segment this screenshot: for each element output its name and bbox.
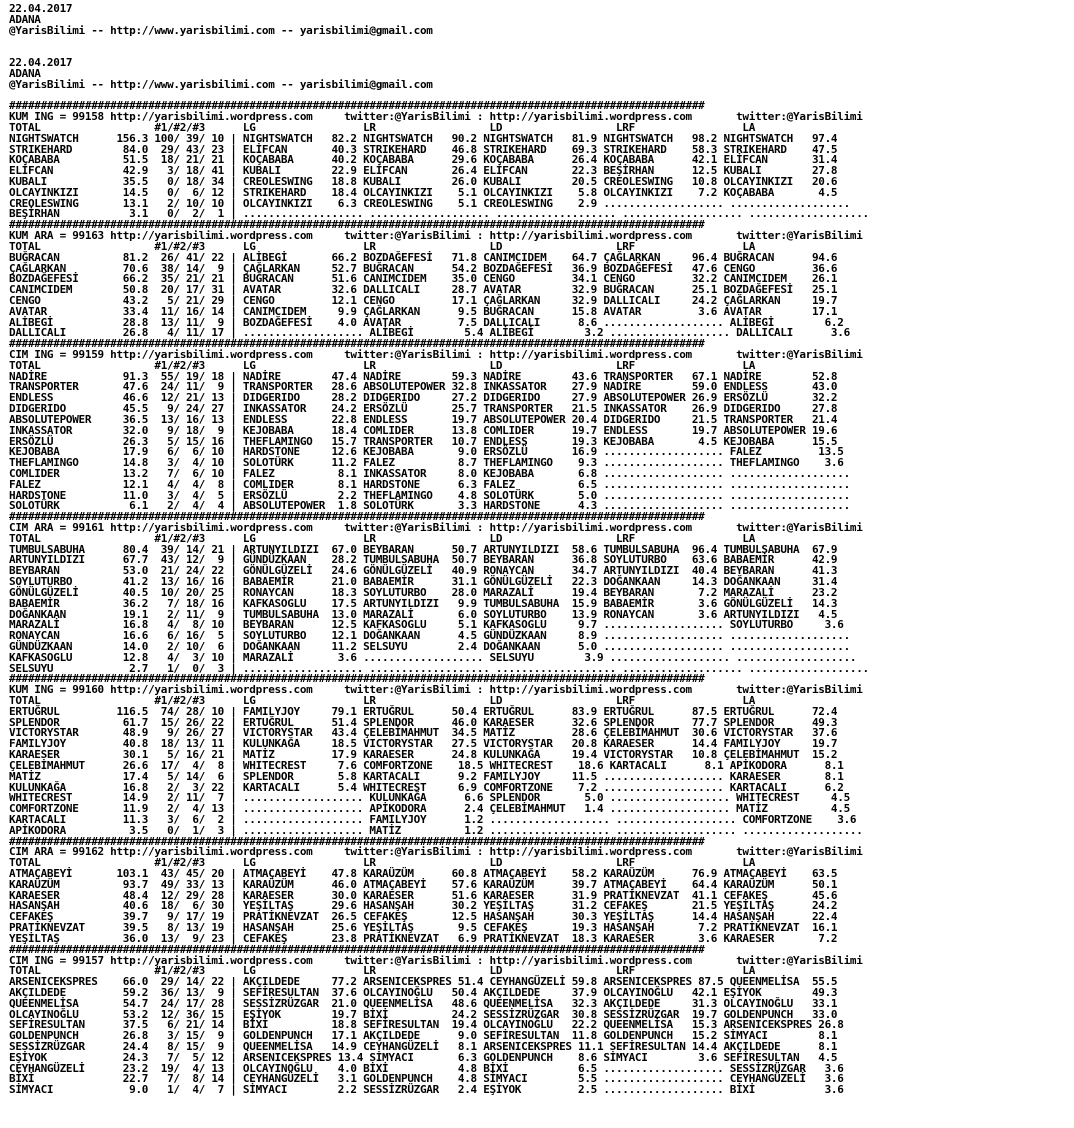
section-divider: ############################################################################################################## [9, 218, 705, 232]
text-line: APİKODORA 3.5 0/ 1/ 3 | ................... MATİZ 1.2 ................... ................... ................... [9, 823, 863, 837]
column-header-line: TOTAL #1/#2/#3 LG LR LD LRF LA [9, 694, 756, 707]
text-line: KARTACALI 11.3 3/ 6/ 2 | ................... FAMILYJOY 1.2 ................... ................... COMFORTZONE 3.6 [9, 812, 857, 826]
text-line: 22.04.2017 [9, 2, 73, 15]
text-line: OLCAYINKIZI 14.5 0/ 6/ 12 | STRIKEHARD 18.4 OLCAYINKIZI 5.1 OLCAYINKIZI 5.8 OLCAYINKIZI 7.2 KOÇABABA 4.5 [9, 185, 838, 199]
race-header-line: CIM ING = 99157 http://yarisbilimi.wordpress.com twitter:@YarisBilimi : http://yarisbilimi.wordpress.com twitter:@YarisBilimi [9, 953, 863, 967]
text-line: ERTUĞRUL 116.5 74/ 28/ 10 | FAMILYJOY 79.1 ERTUĞRUL 50.4 ERTUĞRUL 83.9 ERTUĞRUL 87.5 ERTUĞRUL 72.4 [9, 704, 838, 718]
race-header-line: KUM ING = 99158 http://yarisbilimi.wordpress.com twitter:@YarisBilimi : http://yarisbilimi.wordpress.com twitter:@YarisBilimi [9, 110, 863, 124]
race-header-line: KUM ING = 99160 http://yarisbilimi.wordpress.com twitter:@YarisBilimi : http://yarisbilimi.wordpress.com twitter:@YarisBilimi [9, 683, 863, 697]
column-header-line: TOTAL #1/#2/#3 LG LR LD LRF LA [9, 964, 756, 978]
text-line: CREOLESWING 13.1 2/ 10/ 10 | OLCAYINKIZI 6.3 CREOLESWING 5.1 CREOLESWING 2.9 ................... ................... [9, 196, 850, 210]
column-header-line: TOTAL #1/#2/#3 LG LR LD LRF LA [9, 358, 756, 372]
text-line: DIDGERIDO 45.5 9/ 24/ 27 | INKASSATOR 24.2 ERSÖZLÜ 25.7 TRANSPORTER 21.5 INKASSATOR 26.9 DIDGERIDO 27.8 [9, 402, 838, 416]
text-line: ATMAÇABEYİ 103.1 43/ 45/ 20 | ATMAÇABEYİ 47.8 KARAÜZÜM 60.8 ATMAÇABEYİ 58.2 KARAÜZÜM 76.9 ATMAÇABEYİ 63.5 [9, 867, 838, 880]
text-line: ENDLESS 46.6 12/ 21/ 13 | DIDGERIDO 28.2 DIDGERIDO 27.2 DIDGERIDO 27.9 ABSOLUTEPOWER 26.9 ERSÖZLÜ 32.2 [9, 391, 838, 405]
race-header-line: CIM ARA = 99162 http://yarisbilimi.wordpress.com twitter:@YarisBilimi : http://yarisbilimi.wordpress.com twitter:@YarisBilimi [9, 845, 863, 859]
text-line: BİXİ 22.7 7/ 8/ 14 | CEYHANGÜZELİ 3.1 GOLDENPUNCH 4.8 SİMYACI 5.5 ................... CEYHANGÜZELİ 3.6 [9, 1072, 844, 1086]
text-line: TRANSPORTER 47.6 24/ 11/ 9 | TRANSPORTER 28.6 ABSOLUTEPOWER 32.8 INKASSATOR 27.9 NADİRE 59.0 ENDLESS 43.0 [9, 380, 838, 394]
text-line: ÇAĞLARKAN 70.6 38/ 14/ 9 | ÇAĞLARKAN 52.7 BUĞRACAN 54.2 BOZDAĞEFESİ 36.9 BOZDAĞEFESİ 47.6 CENGO 36.6 [9, 261, 838, 275]
text-line: BUĞRACAN 81.2 26/ 41/ 22 | ALİBEGİ 66.2 BOZDAĞEFESİ 71.8 CANIMCIDEM 64.7 ÇAĞLARKAN 96.4 BUĞRACAN 94.6 [9, 250, 838, 264]
text-line: AVATAR 33.4 11/ 16/ 14 | CANIMCIDEM 9.9 ÇAĞLARKAN 9.5 BUĞRACAN 15.8 AVATAR 3.6 AVATAR 17.1 [9, 304, 838, 318]
text-line: DOĞANKAAN 19.1 2/ 11/ 9 | TUMBULSABUHA 13.0 MARAZALİ 6.0 SOYLUTURBO 13.9 RONAYCAN 3.6 ARTUNYILDIZI 4.5 [9, 607, 838, 621]
text-line: KAFKASOGLU 12.8 4/ 3/ 10 | MARAZALİ 3.6 ................... SELSUYU 3.9 ................... ................... [9, 650, 857, 664]
text-line: TUMBULSABUHA 80.4 39/ 14/ 21 | ARTUNYILDIZI 67.0 BEYBARAN 50.7 ARTUNYILDIZI 58.6 TUMBULSABUHA 96.4 TUMBULSABUHA 67.9 [9, 542, 838, 556]
text-line: COMLIDER 13.2 7/ 6/ 10 | FALEZ 8.1 INKASSATOR 8.0 KEJOBABA 6.8 ................... ................... [9, 466, 850, 480]
section-divider: ############################################################################################################## [9, 510, 705, 524]
text-line: SOYLUTURBO 41.2 13/ 16/ 16 | BABAEMİR 21.0 BABAEMİR 31.1 GÖNÜLGÜZELİ 22.3 DOĞANKAAN 14.3 DOĞANKAAN 31.4 [9, 575, 838, 589]
text-line: ALİBEGİ 28.8 13/ 11/ 9 | BOZDAĞEFESİ 4.0 AVATAR 7.5 DALLICALI 8.6 ................... ALİBEGİ 6.2 [9, 315, 844, 329]
text-line: FALEZ 12.1 4/ 4/ 8 | COMLIDER 8.1 HARDSTONE 6.3 FALEZ 6.5 ................... ................... [9, 477, 850, 491]
text-line: BOZDAĞEFESİ 66.2 35/ 21/ 21 | BUĞRACAN 51.6 CANIMCIDEM 35.0 CENGO 34.1 CENGO 32.2 CANIMCIDEM 26.1 [9, 272, 838, 286]
column-header-line: TOTAL #1/#2/#3 LG LR LD LRF LA [9, 120, 756, 134]
text-line: KEJOBABA 17.9 6/ 6/ 10 | HARDSTONE 12.6 KEJOBABA 9.0 ERSÖZLÜ 16.9 ................... FALEZ 13.5 [9, 445, 844, 459]
race-header-line: CIM ARA = 99161 http://yarisbilimi.wordpress.com twitter:@YarisBilimi : http://yarisbilimi.wordpress.com twitter:@YarisBilimi [9, 521, 863, 534]
text-line: KOÇABABA 51.5 18/ 21/ 21 | KOÇABABA 40.2 KOÇABABA 29.6 KOÇABABA 26.4 KOÇABABA 42.1 ELİFCAN 31.4 [9, 153, 838, 167]
text-line: SELSUYU 2.7 1/ 0/ 3 | ................... ................... ................... ................... ................... [9, 661, 869, 675]
race-header-line: CIM ING = 99159 http://yarisbilimi.wordpress.com twitter:@YarisBilimi : http://yarisbilimi.wordpress.com twitter:@YarisBilimi [9, 348, 863, 361]
text-line: AKÇILDEDE 59.2 36/ 13/ 9 | SEFİRESULTAN 37.6 OLCAYINOĞLU 50.4 AKÇILDEDE 37.9 OLCAYINOĞLU 42.1 EŞİYOK 49.3 [9, 985, 838, 999]
text-line: HARDSTONE 11.0 3/ 4/ 5 | ERSÖZLÜ 2.2 THEFLAMINGO 4.8 SOLOTÜRK 5.0 ................... ................... [9, 488, 850, 502]
blank-line [9, 47, 1074, 58]
text-line: FAMILYJOY 40.8 18/ 13/ 11 | KULUNKAĞA 18.5 VICTORYSTAR 27.5 VICTORYSTAR 20.8 KARAESER 14.4 FAMILYJOY 19.7 [9, 737, 838, 751]
section-divider: ############################################################################################################## [9, 672, 705, 686]
text-line: SPLENDOR 61.7 15/ 26/ 22 | ERTUĞRUL 51.4 SPLENDOR 46.0 KARAESER 32.6 SPLENDOR 77.7 SPLENDOR 49.3 [9, 715, 838, 729]
text-line: HASANŞAH 40.6 18/ 6/ 30 | YEŞİLTAŞ 29.6 HASANŞAH 30.2 YEŞİLTAŞ 31.2 CEFAKEŞ 21.5 YEŞİLTAŞ 24.2 [9, 899, 838, 913]
text-line: BEYBARAN 53.0 21/ 24/ 22 | GÖNÜLGÜZELİ 24.6 GÖNÜLGÜZELİ 40.9 RONAYCAN 34.7 ARTUNYILDIZI 40.4 BEYBARAN 41.3 [9, 564, 838, 578]
text-line: BABAEMİR 36.2 7/ 18/ 16 | KAFKASOGLU 17.5 ARTUNYILDIZI 9.9 TUMBULSABUHA 15.9 BABAEMİR 3.6 GÖNÜLGÜZELİ 14.3 [9, 596, 838, 610]
text-line: GOLDENPUNCH 26.8 3/ 15/ 9 | GOLDENPUNCH 17.1 AKÇILDEDE 9.0 SEFİRESULTAN 11.8 GOLDENPUNCH 15.2 SİMYACI 8.1 [9, 1029, 838, 1043]
text-line: KUBALI 35.5 0/ 18/ 34 | CREOLESWING 18.8 KUBALI 26.0 KUBALI 20.5 CREOLESWING 10.8 OLCAYINKIZI 20.6 [9, 175, 838, 188]
text-line: THEFLAMINGO 14.8 3/ 4/ 10 | SOLOTÜRK 11.2 FALEZ 8.7 THEFLAMINGO 9.3 ................... THEFLAMINGO 3.6 [9, 456, 844, 470]
text-line: STRIKEHARD 84.0 29/ 43/ 23 | ELİFCAN 40.3 STRIKEHARD 46.8 STRIKEHARD 69.3 STRIKEHARD 58.3 STRIKEHARD 47.5 [9, 142, 838, 156]
text-line: COMFORTZONE 11.9 2/ 4/ 13 | ................... APİKODORA 2.4 ÇELEBİMAHMUT 1.4 ................... MATİZ 4.5 [9, 802, 850, 816]
text-line: SESSİZRÜZGAR 24.4 8/ 15/ 9 | QUEENMELİSA 14.9 CEYHANGÜZELİ 8.1 ARSENICEKSPRES 11.1 SEFİRESULTAN 14.4 AKÇILDEDE 8.1 [9, 1040, 838, 1053]
text-line: BEŞİRHAN 3.1 0/ 2/ 1 | ................... ................... ................... ................... ................... [9, 207, 869, 221]
text-line: GÜNDÜZKAAN 14.0 2/ 10/ 6 | DOĞANKAAN 11.2 SELSUYU 2.4 DOĞANKAAN 5.0 ................... ................... [9, 639, 850, 653]
column-header-line: TOTAL #1/#2/#3 LG LR LD LRF LA [9, 856, 756, 870]
text-line: ABSOLUTEPOWER 36.5 13/ 16/ 13 | ENDLESS 22.8 ENDLESS 19.7 ABSOLUTEPOWER 20.4 DIDGERIDO 21.5 TRANSPORTER 21.4 [9, 412, 838, 426]
text-line: ADANA [9, 12, 41, 26]
text-line: ADANA [9, 66, 41, 80]
text-line: CENGO 43.2 5/ 21/ 29 | CENGO 12.1 CENGO 17.1 ÇAĞLARKAN 32.9 DALLICALI 24.2 ÇAĞLARKAN 19.7 [9, 293, 838, 307]
text-line: @YarisBilimi -- http://www.yarisbilimi.com -- yarisbilimi@gmail.com [9, 77, 433, 91]
text-line: QUEENMELİSA 54.7 24/ 17/ 28 | SESSİZRÜZGAR 21.0 QUEENMELİSA 48.6 QUEENMELİSA 32.3 AKÇILDEDE 31.3 OLCAYINOĞLU 33.1 [9, 996, 838, 1010]
text-line: MATİZ 17.4 5/ 14/ 6 | SPLENDOR 5.8 KARTACALI 9.2 FAMILYJOY 11.5 ................... KARAESER 8.1 [9, 769, 844, 783]
text-line: NADİRE 91.3 55/ 19/ 18 | NADİRE 47.4 NADİRE 59.3 NADİRE 43.6 TRANSPORTER 67.1 NADİRE 52.8 [9, 369, 838, 383]
text-line: ARTUNYILDIZI 67.7 43/ 12/ 9 | GÜNDÜZKAAN 28.2 TUMBULSABUHA 50.7 BEYBARAN 36.8 SOYLUTURBO 63.6 BABAEMİR 42.9 [9, 553, 838, 567]
text-line: VICTORYSTAR 48.9 9/ 26/ 27 | VICTORYSTAR 43.4 ÇELEBİMAHMUT 34.5 MATİZ 28.6 ÇELEBİMAHMUT 30.6 VICTORYSTAR 37.6 [9, 726, 838, 740]
text-line: RONAYCAN 16.6 6/ 16/ 5 | SOYLUTURBO 12.1 DOĞANKAAN 4.5 GÜNDÜZKAAN 8.9 ................... ................... [9, 629, 850, 643]
text-line: ERSÖZLÜ 26.3 5/ 15/ 16 | THEFLAMINGO 15.7 TRANSPORTER 10.7 ENDLESS 19.3 KEJOBABA 4.5 KEJOBABA 15.5 [9, 434, 838, 448]
text-line: 22.04.2017 [9, 56, 73, 70]
text-line: EŞİYOK 24.3 7/ 5/ 12 | ARSENICEKSPRES 13.4 SİMYACI 6.3 GOLDENPUNCH 8.6 SİMYACI 3.6 SEFİRESULTAN 4.5 [9, 1050, 838, 1064]
text-line: SOLOTÜRK 6.1 2/ 4/ 4 | ABSOLUTEPOWER 1.8 SOLOTÜRK 3.3 HARDSTONE 4.3 ................... ................... [9, 499, 850, 513]
text-line: MARAZALİ 16.8 4/ 8/ 10 | BEYBARAN 12.5 KAFKASOGLU 5.1 KAFKASOGLU 9.7 ................... SOYLUTURBO 3.6 [9, 618, 844, 632]
text-line: DALLICALI 26.8 4/ 11/ 17 | ................... ALİBEGİ 5.4 ALİBEGİ 3.2 ................... DALLICALI 3.6 [9, 326, 850, 340]
text-line: PRATİKNEVZAT 39.5 8/ 13/ 19 | HASANŞAH 25.6 YEŞİLTAŞ 9.5 CEFAKEŞ 19.3 HASANŞAH 7.2 PRATİKNEVZAT 16.1 [9, 921, 838, 935]
text-line: @YarisBilimi -- http://www.yarisbilimi.com -- yarisbilimi@gmail.com [9, 23, 433, 37]
text-line: NIGHTSWATCH 156.3 100/ 39/ 10 | NIGHTSWATCH 82.2 NIGHTSWATCH 90.2 NIGHTSWATCH 81.9 NIGHTSWATCH 98.2 NIGHTSWATCH 97.4 [9, 131, 838, 145]
text-line: WHITECREST 14.9 2/ 11/ 7 | ................... KULUNKAĞA 6.6 SPLENDOR 5.0 ................... WHITECREST 4.5 [9, 791, 850, 805]
section-divider: ############################################################################################################## [9, 99, 705, 113]
text-line: ÇELEBİMAHMUT 26.6 17/ 4/ 8 | WHITECREST 7.6 COMFORTZONE 18.5 WHITECREST 18.6 KARTACALI 8.1 APİKODORA 8.1 [9, 758, 844, 772]
column-header-line: TOTAL #1/#2/#3 LG LR LD LRF LA [9, 239, 756, 253]
section-divider: ############################################################################################################## [9, 337, 705, 351]
text-line: SEFİRESULTAN 37.5 6/ 21/ 14 | BİXİ 18.8 SEFİRESULTAN 19.4 OLCAYINOĞLU 22.2 QUEENMELİSA 15.3 ARSENICEKSPRES 26.8 [9, 1018, 844, 1032]
text-line: KARAESER 48.4 12/ 29/ 28 | KARAESER 30.0 KARAESER 51.6 KARAESER 31.9 PRATİKNEVZAT 41.1 CEFAKEŞ 45.6 [9, 888, 838, 902]
text-line: CEYHANGÜZELİ 23.2 19/ 4/ 13 | OLCAYINOĞLU 4.0 BİXİ 4.8 BİXİ 6.5 ................... SESSİZRÜZGAR 3.6 [9, 1061, 844, 1075]
text-line: KULUNKAĞA 16.8 2/ 3/ 22 | KARTACALI 5.4 WHITECREST 6.9 COMFORTZONE 7.2 ................... KARTACALI 6.2 [9, 780, 844, 794]
section-divider: ############################################################################################################## [9, 834, 705, 848]
text-line: OLCAYINOĞLU 53.2 12/ 36/ 15 | EŞİYOK 19.7 BİXİ 24.2 SESSİZRÜZGAR 30.8 SESSİZRÜZGAR 19.7 GOLDENPUNCH 33.0 [9, 1007, 838, 1021]
text-line: CEFAKEŞ 39.7 9/ 17/ 19 | PRATİKNEVZAT 26.5 CEFAKEŞ 12.5 HASANŞAH 30.3 YEŞİLTAŞ 14.4 HASANŞAH 22.4 [9, 910, 838, 924]
section-divider: ############################################################################################################## [9, 942, 705, 956]
text-line: GÖNÜLGÜZELİ 40.5 10/ 20/ 25 | RONAYCAN 18.3 SOYLUTURBO 28.0 MARAZALİ 19.4 BEYBARAN 7.2 MARAZALİ 23.2 [9, 585, 838, 599]
blank-line [9, 36, 1074, 47]
text-line: KARAÜZÜM 93.7 49/ 33/ 13 | KARAÜZÜM 46.0 ATMAÇABEYİ 57.6 KARAÜZÜM 39.7 ATMAÇABEYİ 64.4 KARAÜZÜM 50.1 [9, 877, 838, 891]
text-line: SİMYACI 9.0 1/ 4/ 7 | SİMYACI 2.2 SESSİZRÜZGAR 2.4 EŞİYOK 2.5 ................... BİXİ 3.6 [9, 1083, 844, 1097]
text-line: CANIMCIDEM 50.8 20/ 17/ 31 | AVATAR 32.6 DALLICALI 28.7 AVATAR 32.9 BUĞRACAN 25.1 BOZDAĞEFESİ 25.1 [9, 283, 838, 297]
text-line: YEŞİLTAŞ 36.0 13/ 9/ 23 | CEFAKEŞ 23.8 PRATİKNEVZAT 6.9 PRATİKNEVZAT 18.3 KARAESER 3.6 KARAESER 7.2 [9, 931, 838, 945]
race-header-line: KUM ARA = 99163 http://yarisbilimi.wordpress.com twitter:@YarisBilimi : http://yarisbilimi.wordpress.com twitter:@YarisBilimi [9, 229, 863, 243]
text-line: INKASSATOR 32.0 9/ 18/ 9 | KEJOBABA 18.4 COMLIDER 13.8 COMLIDER 19.7 ENDLESS 19.7 ABSOLUTEPOWER 19.6 [9, 423, 838, 437]
column-header-line: TOTAL #1/#2/#3 LG LR LD LRF LA [9, 531, 756, 545]
text-line: ARSENICEKSPRES 66.0 29/ 14/ 22 | AKÇILDEDE 77.2 ARSENICEKSPRES 51.4 CEYHANGÜZELİ 59.8 ARSENICEKSPRES 87.5 QUEENMELİSA 55.5 [9, 975, 838, 989]
text-line: ELİFCAN 42.9 3/ 18/ 41 | KUBALI 22.9 ELİFCAN 26.4 ELİFCAN 22.3 BEŞİRHAN 12.5 KUBALI 27.8 [9, 164, 838, 178]
text-line: KARAESER 30.1 5/ 16/ 21 | MATİZ 17.9 KARAESER 24.8 KULUNKAĞA 19.4 VICTORYSTAR 10.8 ÇELEBİMAHMUT 15.2 [9, 748, 838, 762]
